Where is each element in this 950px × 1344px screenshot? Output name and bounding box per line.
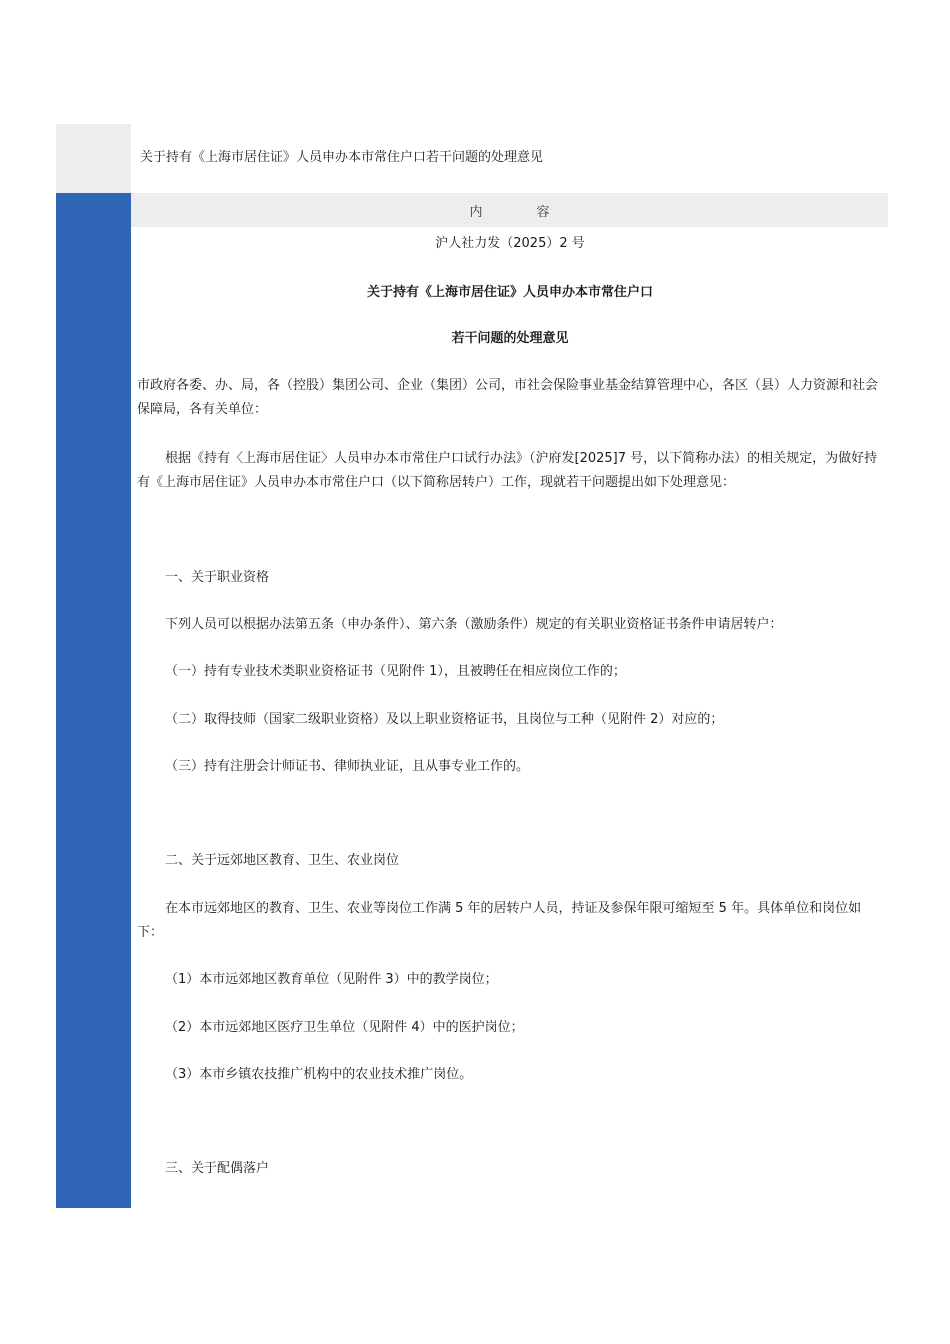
sidebar-top-block bbox=[56, 124, 131, 193]
content-header-label-a: 内 bbox=[469, 204, 483, 220]
intro-paragraph: 根据《持有〈上海市居住证〉人员申办本市常住户口试行办法》（沪府发[2025]7 号，以下简称办法）的相关规定，为做好持有《上海市居住证》人员申办本市常住户口（以下简称居转户）工作，现就若干问题提出如下处理意见： bbox=[137, 451, 878, 490]
document-title-line1: 关于持有《上海市居住证》人员申办本市常住户口 bbox=[366, 285, 653, 300]
section1-item: （三）持有注册会计师证书、律师执业证，且从事专业工作的。 bbox=[165, 759, 530, 774]
section2-item: （3）本市乡镇农技推广机构中的农业技术推广岗位。 bbox=[165, 1067, 473, 1082]
section1-item: （一）持有专业技术类职业资格证书（见附件 1），且被聘任在相应岗位工作的； bbox=[165, 664, 626, 679]
addressee-paragraph: 市政府各委、办、局，各（控股）集团公司、企业（集团）公司，市社会保险事业基金结算管理中心，各区（县）人力资源和社会保障局，各有关单位： bbox=[137, 378, 879, 417]
section1-item: （二）取得技师（国家二级职业资格）及以上职业资格证书，且岗位与工种（见附件 2）对应的； bbox=[165, 712, 724, 727]
section2-item: （1）本市远郊地区教育单位（见附件 3）中的教学岗位； bbox=[165, 972, 498, 987]
content-header bbox=[131, 193, 888, 227]
section1-lead: 下列人员可以根据办法第五条（申办条件）、第六条（激励条件）规定的有关职业资格证书条件申请居转户： bbox=[165, 617, 783, 632]
section3-heading: 三、关于配偶落户 bbox=[165, 1161, 270, 1176]
sidebar-blue-bar bbox=[56, 193, 131, 1208]
document-title-line2: 若干问题的处理意见 bbox=[451, 331, 569, 346]
page-title: 关于持有《上海市居住证》人员申办本市常住户口若干问题的处理意见 bbox=[140, 150, 544, 165]
section2-heading: 二、关于远郊地区教育、卫生、农业岗位 bbox=[165, 853, 400, 868]
section2-item: （2）本市远郊地区医疗卫生单位（见附件 4）中的医护岗位； bbox=[165, 1020, 524, 1035]
section1-heading: 一、关于职业资格 bbox=[165, 570, 270, 585]
content-header-label-b: 容 bbox=[536, 204, 550, 220]
document-number: 沪人社力发（2025）2 号 bbox=[435, 236, 585, 251]
section2-lead: 在本市远郊地区的教育、卫生、农业等岗位工作满 5 年的居转户人员，持证及参保年限可缩短至 5 年。具体单位和岗位如下： bbox=[137, 901, 862, 940]
